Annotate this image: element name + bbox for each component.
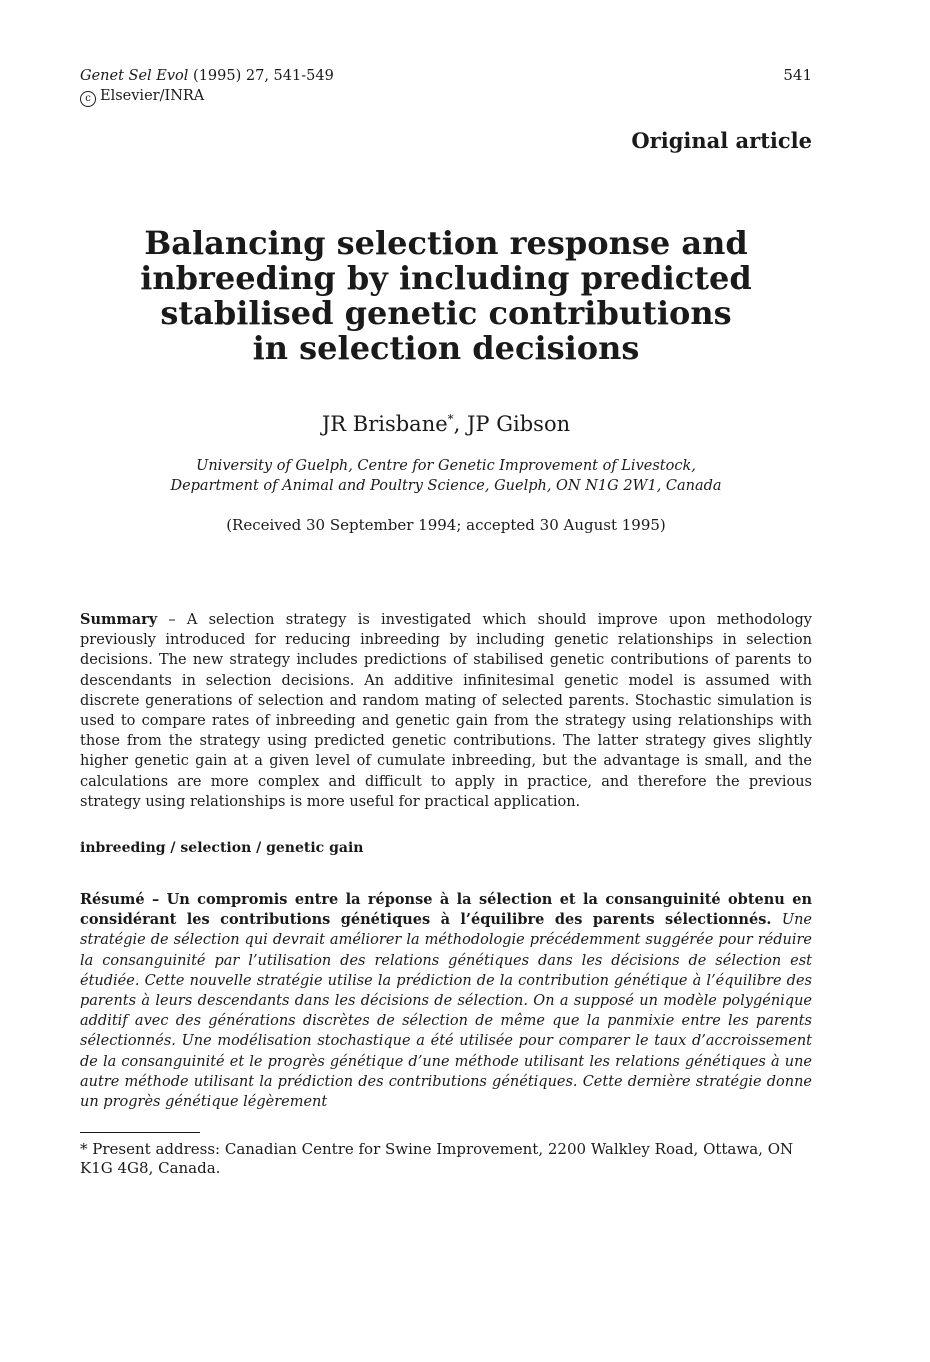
received-accepted-dates: (Received 30 September 1994; accepted 30 August 1995) <box>226 516 666 534</box>
summary-text: – A selection strategy is investigated which should improve upon methodology previously introduced for reducing inbreeding by including genetic relationships in selection decisions. The new strategy includes predictions of stabilised genetic contributions of parents to descendants in selection decisions. An additive infinitesimal genetic model is assumed with discrete generations of selection and random mating of selected parents. Stochastic simulation is used to compare rates of inbreeding and genetic gain from the strategy using relationships with those from the strategy using predicted genetic contributions. The latter strategy gives slightly higher genetic gain at a given level of cumulate inbreeding, but the advantage is small, and the calculations are more complex and difficult to apply in practice, and therefore the previous strategy using relationships is more useful for practical application. <box>80 612 812 810</box>
resume-label: Résumé <box>80 891 145 908</box>
title-line: Balancing selection response and <box>144 224 748 262</box>
journal-volume-pages: (1995) 27, 541-549 <box>188 68 334 84</box>
affiliation-line: University of Guelph, Centre for Genetic Improvement of Livestock, <box>196 458 696 474</box>
authors <box>80 412 812 436</box>
article-title <box>80 226 812 366</box>
title-line: inbreeding by including predicted <box>140 259 752 297</box>
footnote-text: Present address: Canadian Centre for Swine Improvement, 2200 Walkley Road, Ottawa, ON K1G 4G8, Canada. <box>80 1140 794 1177</box>
footnote-mark: * <box>80 1140 88 1158</box>
resume-title: – Un compromis entre la réponse à la sélection et la consanguinité obtenu en considérant les contributions génétiques à l’équilibre des parents sélectionnés. <box>80 891 812 929</box>
journal-name: Genet Sel Evol <box>80 68 189 84</box>
copyright-line <box>80 86 334 107</box>
affiliation <box>80 456 812 496</box>
journal-header <box>80 66 334 107</box>
title-line: in selection decisions <box>252 329 640 367</box>
summary-label: Summary <box>80 611 158 628</box>
author-footnote-mark: * <box>447 412 454 426</box>
affiliation-line: Department of Animal and Poultry Science, Guelph, ON N1G 2W1, Canada <box>170 478 722 494</box>
summary-abstract <box>80 610 812 812</box>
author-first: JR Brisbane <box>321 412 448 436</box>
page-number: 541 <box>783 66 812 84</box>
title-line: stabilised genetic contributions <box>160 294 732 332</box>
author-rest: , JP Gibson <box>453 412 571 436</box>
resume-abstract <box>80 890 812 1112</box>
copyright-holder: Elsevier/INRA <box>100 88 205 104</box>
keywords: inbreeding / selection / genetic gain <box>80 840 364 856</box>
copyright-icon: c <box>80 91 96 107</box>
article-type: Original article <box>631 128 812 153</box>
footnote-divider <box>80 1132 200 1133</box>
resume-text: Une stratégie de sélection qui devrait améliorer la méthodologie précédemment suggérée pour réduire la consanguinité par l’utilisation des relations génétiques dans les décisions de sélection est étudiée. Cette nouvelle stratégie utilise la prédiction de la contribution génétique à l’équilibre des parents à leurs descendants dans les décisions de sélection. On a supposé un modèle polygénique additif avec des générations discrètes de sélection de même que la panmixie entre les parents sélectionnés. Une modélisation stochastique a été utilisée pour comparer le taux d’accroissement de la consanguinité et le progrès génétique d’une méthode utilisant les relations génétiques à une autre méthode utilisant la prédiction des contributions génétiques. Cette dernière stratégie donne un progrès génétique légèrement <box>80 912 812 1111</box>
footnote <box>80 1140 812 1178</box>
journal-citation <box>80 66 334 86</box>
